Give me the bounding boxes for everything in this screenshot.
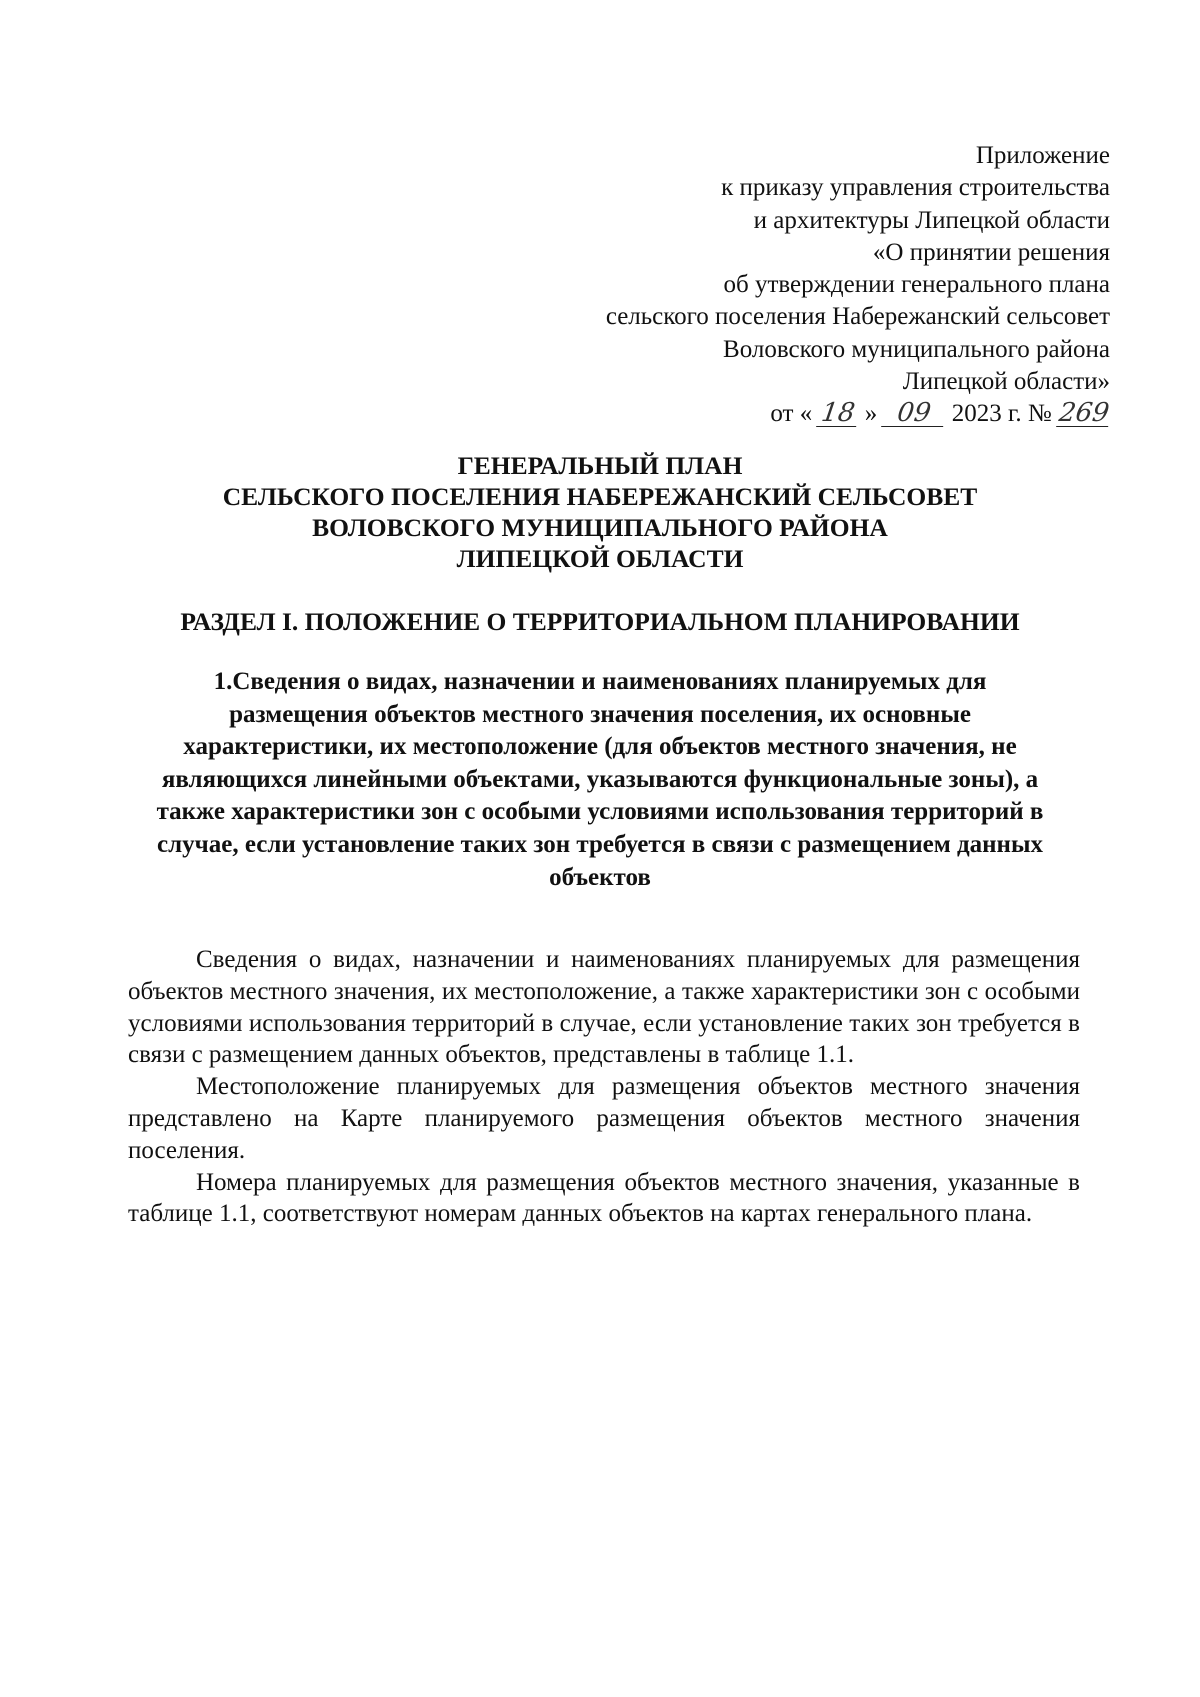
appendix-line: «О принятии решения [872,238,1110,266]
handwritten-month: 09 [882,400,948,427]
subsection-line: размещения объектов местного значения поселения, их основные [229,700,971,728]
date-prefix: от « [770,400,813,428]
appendix-block [510,140,1110,431]
appendix-line: Воловского муниципального района [723,335,1110,363]
subsection-line: объектов [549,863,651,891]
appendix-line: и архитектуры Липецкой области [753,206,1110,234]
paragraph: Местоположение планируемых для размещения объектов местного значения представлено на Карте планируемого размещения объектов местного значения поселения. [128,1073,1080,1164]
handwritten-order-number: 269 [1057,398,1111,429]
order-date-line [510,398,1110,430]
paragraph: Сведения о видах, назначении и наименованиях планируемых для размещения объектов местного значения, их местоположение, а также характеристики зон с особыми условиями использования территорий в случае, если установление таких зон требуется в связи с размещением данных объектов, представлены в таблице 1.1. [128,946,1080,1069]
handwritten-day: 18 [817,400,861,427]
subsection-heading [128,666,1072,894]
document-title [110,450,1090,574]
subsection-line: характеристики, их местоположение (для объектов местного значения, не [183,733,1017,761]
date-year: 2023 г. № [951,400,1052,428]
title-line: ГЕНЕРАЛЬНЫЙ ПЛАН [457,451,743,480]
subsection-line: являющихся линейными объектами, указываются функциональные зоны), а [161,765,1039,793]
date-mid: » [864,400,878,428]
appendix-line: Приложение [975,142,1110,169]
title-line: ЛИПЕЦКОЙ ОБЛАСТИ [456,544,744,573]
appendix-line: к приказу управления строительства [721,174,1110,202]
appendix-line: Липецкой области» [902,368,1110,396]
subsection-line: случае, если установление таких зон требуется в связи с размещением данных [157,830,1043,858]
title-line: ВОЛОВСКОГО МУНИЦИПАЛЬНОГО РАЙОНА [312,513,888,542]
subsection-line: 1.Сведения о видах, назначении и наименованиях планируемых для [213,668,987,695]
body-text [128,944,1080,1230]
title-line: СЕЛЬСКОГО ПОСЕЛЕНИЯ НАБЕРЕЖАНСКИЙ СЕЛЬСОВЕТ [222,482,978,511]
appendix-line: сельского поселения Набережанский сельсовет [605,303,1110,331]
appendix-line: об утверждении генерального плана [723,271,1110,299]
subsection-line: также характеристики зон с особыми условиями использования территорий в [156,798,1044,826]
section-heading: РАЗДЕЛ I. ПОЛОЖЕНИЕ О ТЕРРИТОРИАЛЬНОМ ПЛАНИРОВАНИИ [180,607,1020,636]
paragraph: Номера планируемых для размещения объектов местного значения, указанные в таблице 1.1, соответствуют номерам данных объектов на картах генерального плана. [128,1168,1080,1228]
